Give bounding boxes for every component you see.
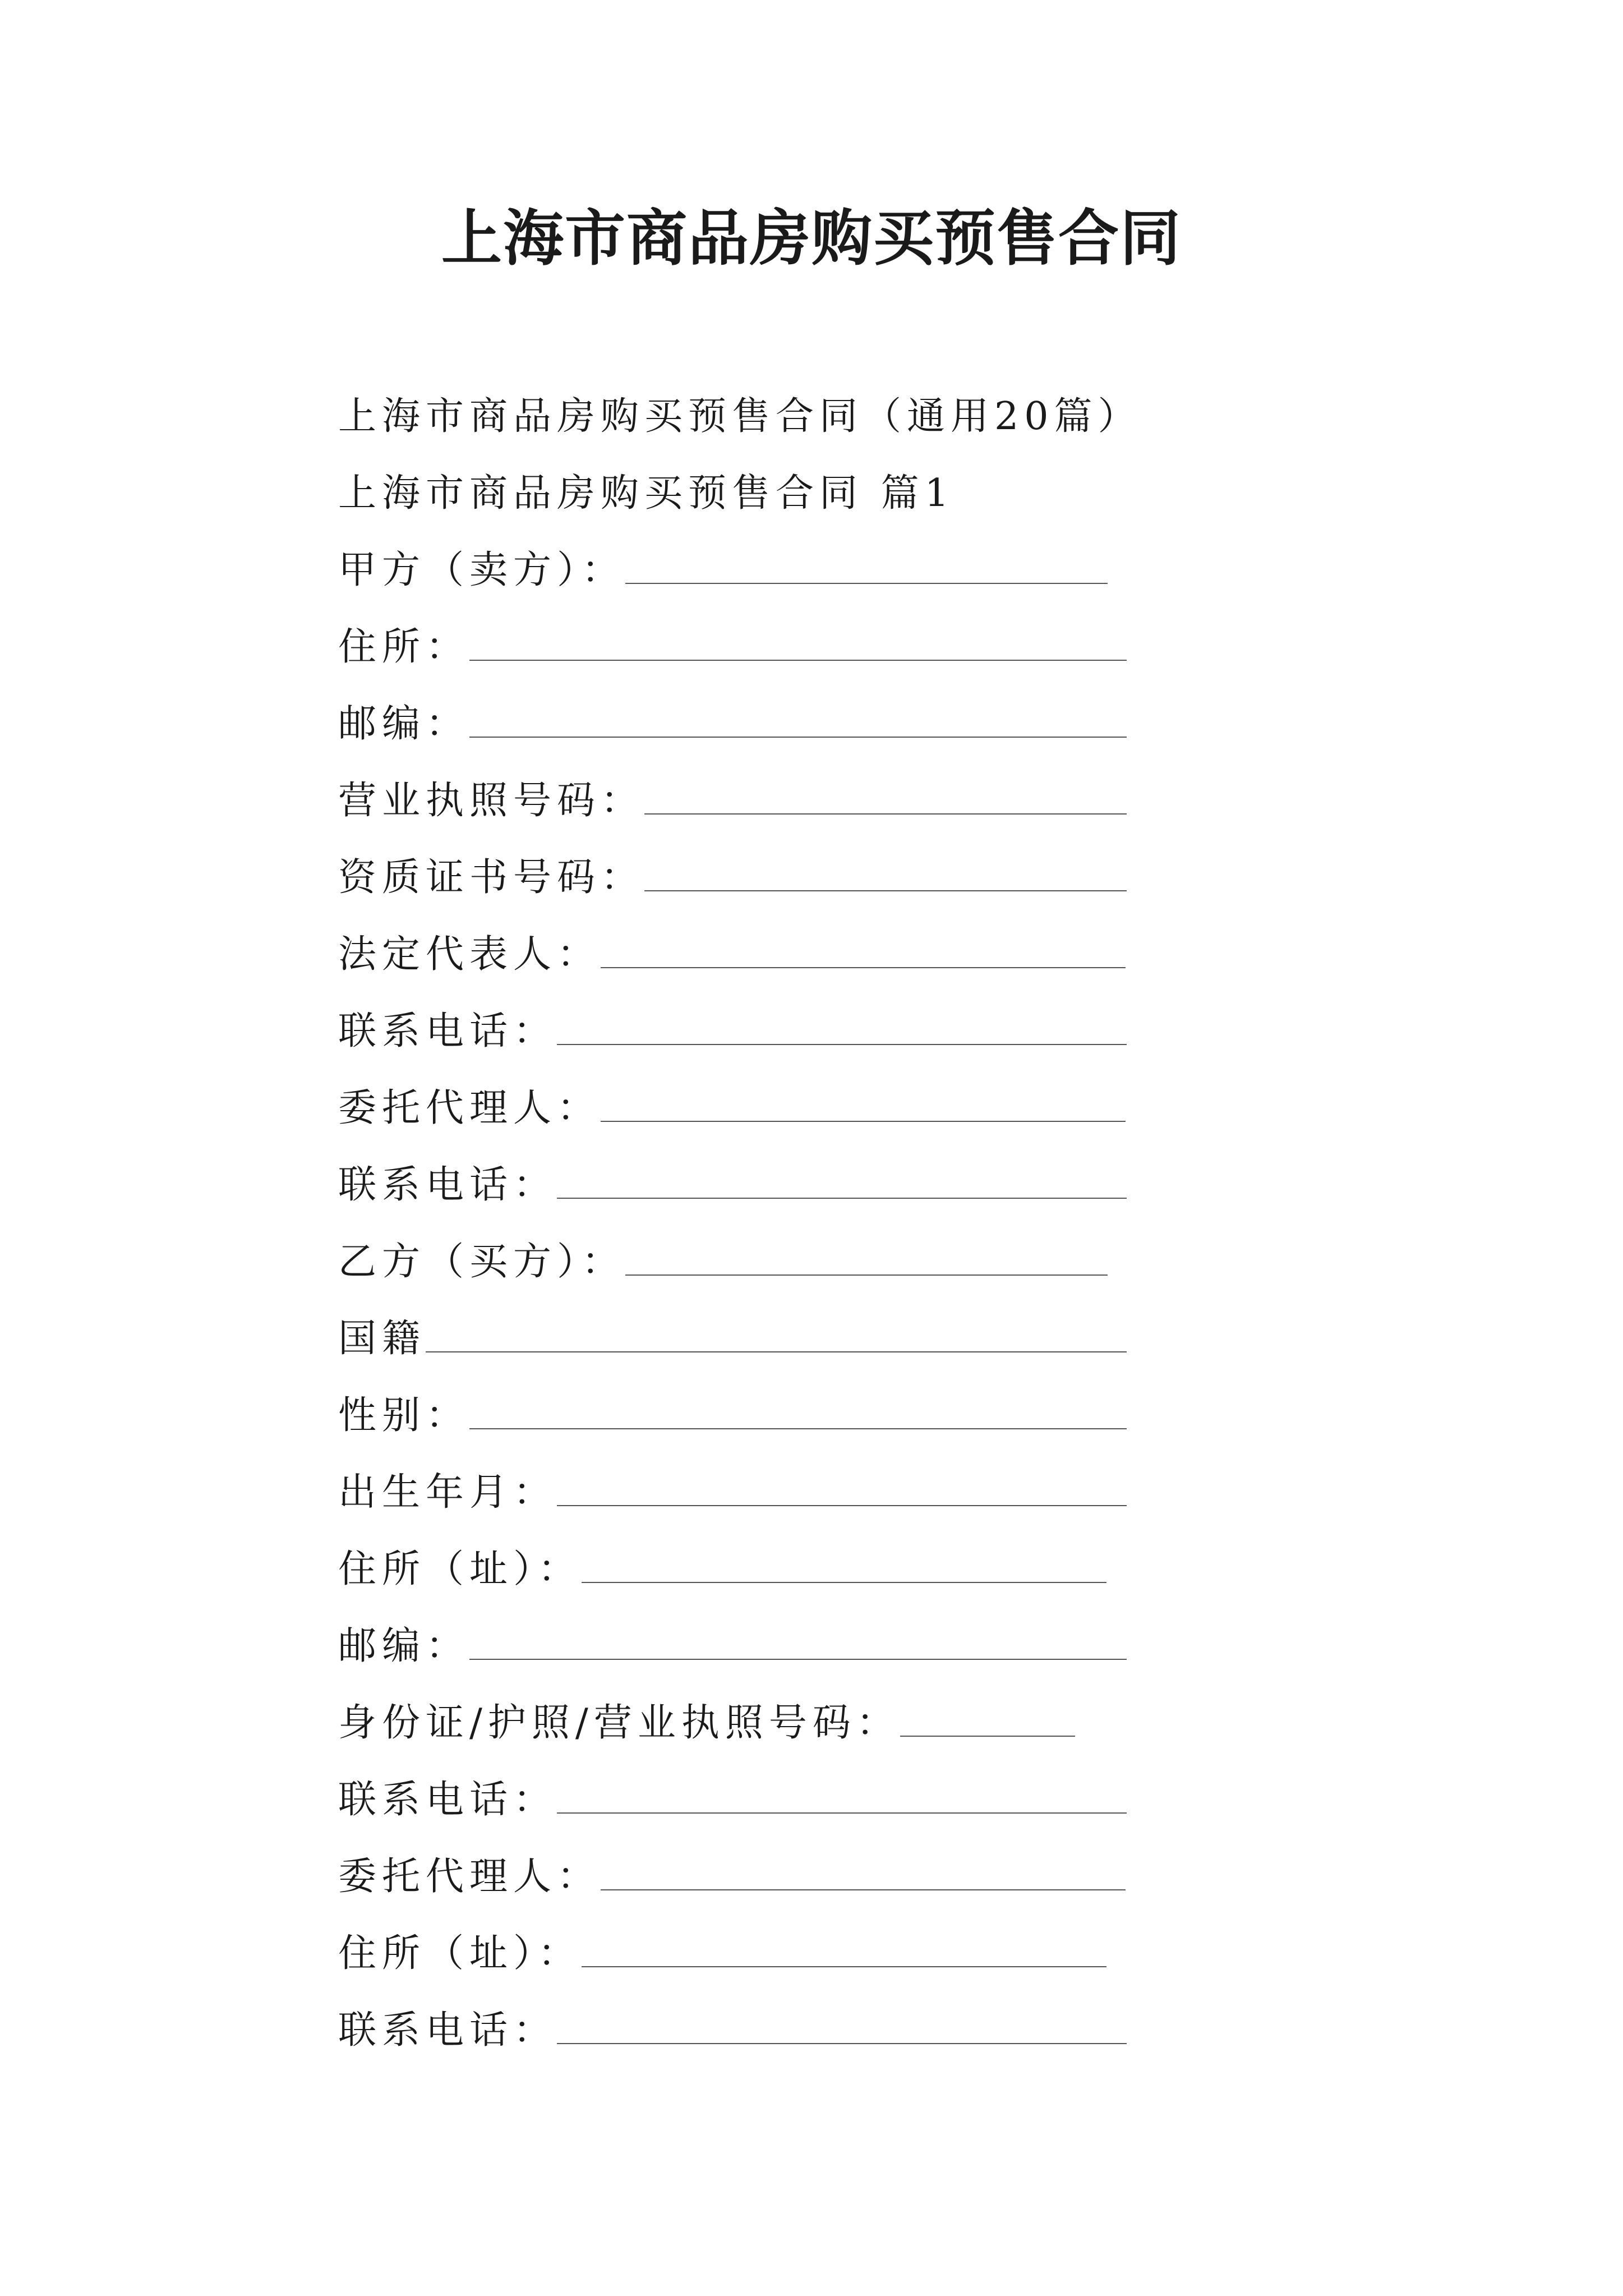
buyer-agent-blank (601, 1889, 1126, 1890)
buyer-nationality-blank (426, 1351, 1127, 1352)
buyer-agent-label: 委托代理人： (338, 1855, 601, 1899)
buyer-party-line (338, 1220, 1135, 1297)
seller-phone-line (338, 990, 1135, 1066)
buyer-nationality-line (338, 1297, 1135, 1374)
seller-agent-blank (601, 1121, 1126, 1122)
buyer-birth-label: 出生年月： (338, 1470, 557, 1515)
seller-legal-rep-line (338, 913, 1135, 990)
seller-agent-label: 委托代理人： (338, 1086, 601, 1130)
seller-address-line (338, 605, 1135, 682)
seller-qualification-label: 资质证书号码： (338, 855, 645, 900)
seller-agent-phone-line (338, 1143, 1135, 1220)
seller-address-label: 住所： (338, 625, 470, 669)
buyer-party-blank (625, 1274, 1108, 1276)
buyer-postcode-blank (469, 1659, 1127, 1660)
buyer-postcode-line (338, 1604, 1135, 1681)
seller-postcode-blank (469, 737, 1127, 738)
buyer-phone-line (338, 1758, 1135, 1835)
buyer-agent-phone-blank (557, 2043, 1127, 2044)
buyer-agent-line (338, 1835, 1135, 1912)
seller-qualification-line (338, 836, 1135, 913)
subtitle-line (338, 375, 1142, 452)
buyer-phone-label: 联系电话： (338, 1778, 557, 1822)
seller-agent-phone-label: 联系电话： (338, 1163, 557, 1207)
seller-party-blank (625, 583, 1108, 584)
seller-legal-rep-blank (601, 967, 1126, 968)
buyer-gender-blank (469, 1428, 1127, 1429)
buyer-gender-line (338, 1374, 1135, 1451)
buyer-agent-address-label: 住所（址）： (338, 1931, 582, 1976)
buyer-phone-blank (557, 1812, 1127, 1814)
seller-qualification-blank (644, 890, 1127, 891)
seller-legal-rep-label: 法定代表人： (338, 932, 601, 977)
seller-party-line (338, 528, 1135, 605)
seller-address-blank (469, 660, 1127, 661)
buyer-agent-phone-label: 联系电话： (338, 2008, 557, 2053)
seller-phone-label: 联系电话： (338, 1009, 557, 1053)
document-body (338, 375, 1142, 2065)
buyer-address-label: 住所（址）： (338, 1547, 582, 1591)
section-heading-line (338, 452, 1135, 528)
seller-postcode-label: 邮编： (338, 702, 470, 746)
seller-agent-phone-blank (557, 1198, 1127, 1199)
seller-license-label: 营业执照号码： (338, 779, 645, 823)
buyer-gender-label: 性别： (338, 1393, 470, 1438)
seller-agent-line (338, 1066, 1135, 1143)
seller-license-line (338, 759, 1135, 836)
seller-license-blank (644, 813, 1127, 815)
buyer-agent-address-line (338, 1912, 1135, 1989)
buyer-id-line (338, 1681, 1135, 1758)
buyer-party-label: 乙方（买方）： (338, 1240, 626, 1284)
seller-phone-blank (557, 1044, 1127, 1045)
buyer-id-label: 身份证/护照/营业执照号码： (338, 1701, 900, 1745)
buyer-agent-address-blank (582, 1966, 1106, 1967)
seller-postcode-line (338, 682, 1135, 759)
document-subtitle: 上海市商品房购买预售合同（通用20篇） (338, 394, 1142, 439)
seller-party-label: 甲方（卖方）： (338, 548, 626, 592)
buyer-agent-phone-line (338, 1989, 1135, 2065)
buyer-birth-line (338, 1451, 1135, 1527)
buyer-address-blank (582, 1582, 1106, 1583)
document-title: 上海市商品房购买预售合同 (441, 203, 1182, 274)
section-heading: 上海市商品房购买预售合同 篇1 (338, 471, 955, 516)
buyer-postcode-label: 邮编： (338, 1624, 470, 1668)
buyer-id-blank (900, 1736, 1075, 1737)
buyer-birth-blank (557, 1505, 1127, 1506)
buyer-nationality-label: 国籍 (338, 1317, 426, 1361)
buyer-address-line (338, 1527, 1135, 1604)
